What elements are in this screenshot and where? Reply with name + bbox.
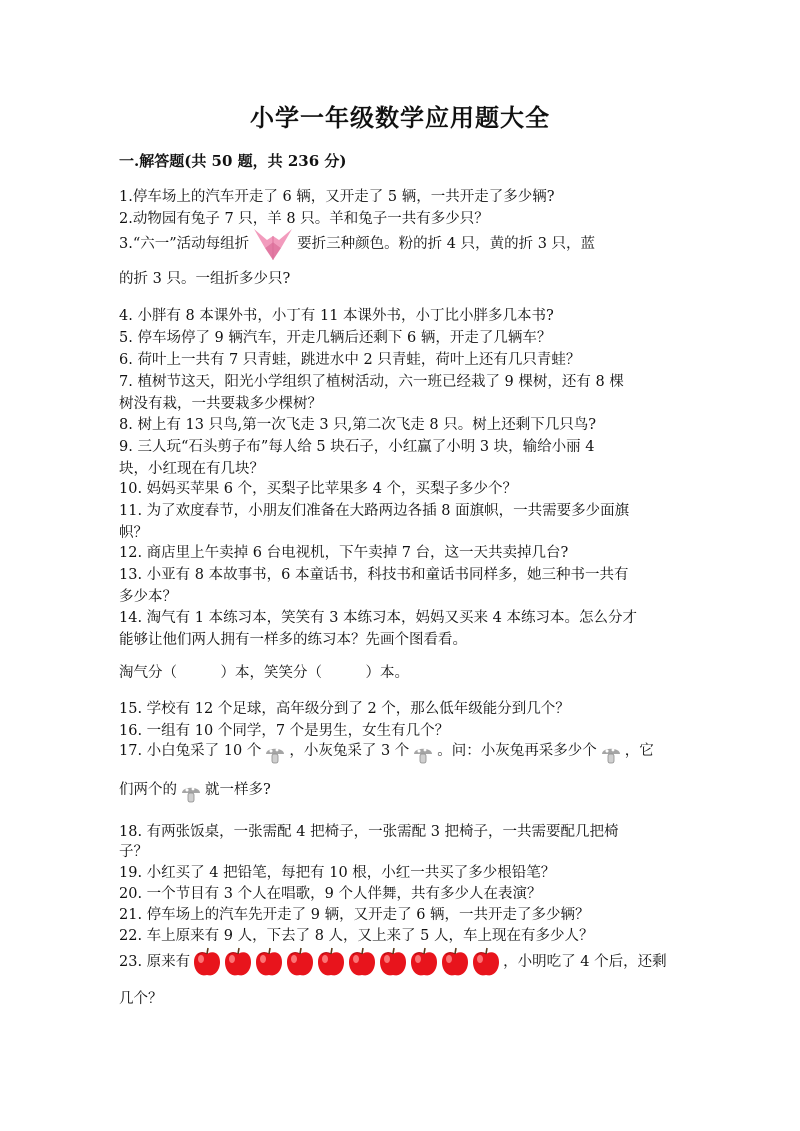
question-22: 22. 车上原来有 9 人，下去了 8 人，又上来了 5 人，车上现在有多少人？	[119, 928, 594, 944]
question-7-cont: 树没有栽，一共要栽多少棵树？	[119, 396, 322, 412]
question-23-text-a: 23. 原来有	[119, 954, 191, 970]
mushroom-icon	[264, 743, 286, 765]
apple-icon	[285, 946, 315, 978]
question-9-cont: 块，小红现在有几块？	[119, 461, 264, 477]
question-10: 10. 妈妈买苹果 6 个，买梨子比苹果多 4 个，买梨子多少个？	[119, 481, 518, 497]
question-1: 1.停车场上的汽车开走了 6 辆，又开走了 5 辆，一共开走了多少辆?	[119, 189, 555, 205]
question-9: 9. 三人玩“石头剪子布”每人给 5 块石子，小红赢了小明 3 块，输给小丽 4	[119, 439, 595, 455]
mushroom-icon	[180, 782, 202, 804]
question-3	[119, 226, 679, 262]
question-14: 14. 淘气有 1 本练习本，笑笑有 3 本练习本，妈妈又买来 4 本练习本。怎么分才	[119, 610, 637, 626]
question-17-text-e: 们两个的	[119, 782, 177, 798]
question-21: 21. 停车场上的汽车先开走了 9 辆，又开走了 6 辆，一共开走了多少辆？	[119, 907, 590, 923]
question-12: 12. 商店里上午卖掉 6 台电视机，下午卖掉 7 台，这一天共卖掉几台?	[119, 545, 569, 561]
question-18: 18. 有两张饭桌，一张需配 4 把椅子，一张需配 3 把椅子，一共需要配几把椅	[119, 824, 619, 840]
question-2: 2.动物园有兔子 7 只，羊 8 只。羊和兔子一共有多少只？	[119, 211, 489, 227]
question-18-cont: 子？	[119, 844, 148, 860]
question-5: 5. 停车场停了 9 辆汽车，开走几辆后还剩下 6 辆，开走了几辆车？	[119, 330, 552, 346]
apple-icon	[223, 946, 253, 978]
question-4: 4. 小胖有 8 本课外书，小丁有 11 本课外书，小丁比小胖多几本书?	[119, 308, 554, 324]
mushroom-icon	[412, 743, 434, 765]
question-13-cont: 多少本？	[119, 589, 177, 605]
question-17-text-f: 就一样多?	[205, 782, 271, 798]
question-17-text-d: ，它	[624, 743, 654, 759]
question-17-text-a: 17. 小白兔采了 10 个	[119, 743, 262, 759]
question-3-cont: 的折 3 只。一组折多少只?	[119, 271, 291, 287]
apple-icon	[378, 946, 408, 978]
apple-icon	[347, 946, 377, 978]
question-14-cont: 能够让他们两人拥有一样多的练习本？先画个图看看。	[119, 632, 467, 648]
question-11: 11. 为了欢度春节，小朋友们准备在大路两边各插 8 面旗帜，一共需要多少面旗	[119, 503, 630, 519]
question-23-cont: 几个？	[119, 991, 163, 1007]
apple-icon	[471, 946, 501, 978]
page-title: 小学一年级数学应用题大全	[250, 103, 550, 132]
question-13: 13. 小亚有 8 本故事书，6 本童话书，科技书和童话书同样多，她三种书一共有	[119, 567, 629, 583]
apple-icon	[440, 946, 470, 978]
question-23	[119, 946, 679, 978]
question-17	[119, 740, 679, 765]
question-14-answer: 淘气分（ ）本，笑笑分（ ）本。	[119, 665, 409, 681]
apple-icon	[409, 946, 439, 978]
apple-icon	[316, 946, 346, 978]
question-3-text-a: 3.“六一”活动每组折	[119, 236, 250, 252]
question-19: 19. 小红买了 4 把铅笔，每把有 10 根，小红一共买了多少根铅笔？	[119, 865, 556, 881]
question-15: 15. 学校有 12 个足球，高年级分到了 2 个，那么低年级能分到几个？	[119, 701, 570, 717]
paper-crane-icon	[251, 226, 295, 262]
question-11-cont: 帜？	[119, 525, 148, 541]
question-6: 6. 荷叶上一共有 7 只青蛙，跳进水中 2 只青蛙，荷叶上还有几只青蛙？	[119, 352, 581, 368]
question-7: 7. 植树节这天，阳光小学组织了植树活动，六一班已经栽了 9 棵树，还有 8 棵	[119, 374, 624, 390]
question-16: 16. 一组有 10 个同学，7 个是男生，女生有几个？	[119, 723, 450, 739]
question-17-text-c: 。问：小灰兔再采多少个	[437, 743, 597, 759]
apple-icon	[192, 946, 222, 978]
section-heading: 一.解答题(共 50 题，共 236 分)	[119, 152, 347, 170]
question-17-text-b: ，小灰兔采了 3 个	[289, 743, 410, 759]
question-17-cont	[119, 779, 679, 804]
mushroom-icon	[600, 743, 622, 765]
question-20: 20. 一个节目有 3 个人在唱歌，9 个人伴舞，共有多少人在表演？	[119, 886, 542, 902]
apple-row	[192, 946, 501, 978]
question-3-text-b: 要折三种颜色。粉的折 4 只，黄的折 3 只，蓝	[297, 236, 596, 252]
question-8: 8. 树上有 13 只鸟,第一次飞走 3 只,第二次飞走 8 只。树上还剩下几只鸟?	[119, 417, 596, 433]
apple-icon	[254, 946, 284, 978]
question-23-text-b: ，小明吃了 4 个后，还剩	[503, 954, 667, 970]
